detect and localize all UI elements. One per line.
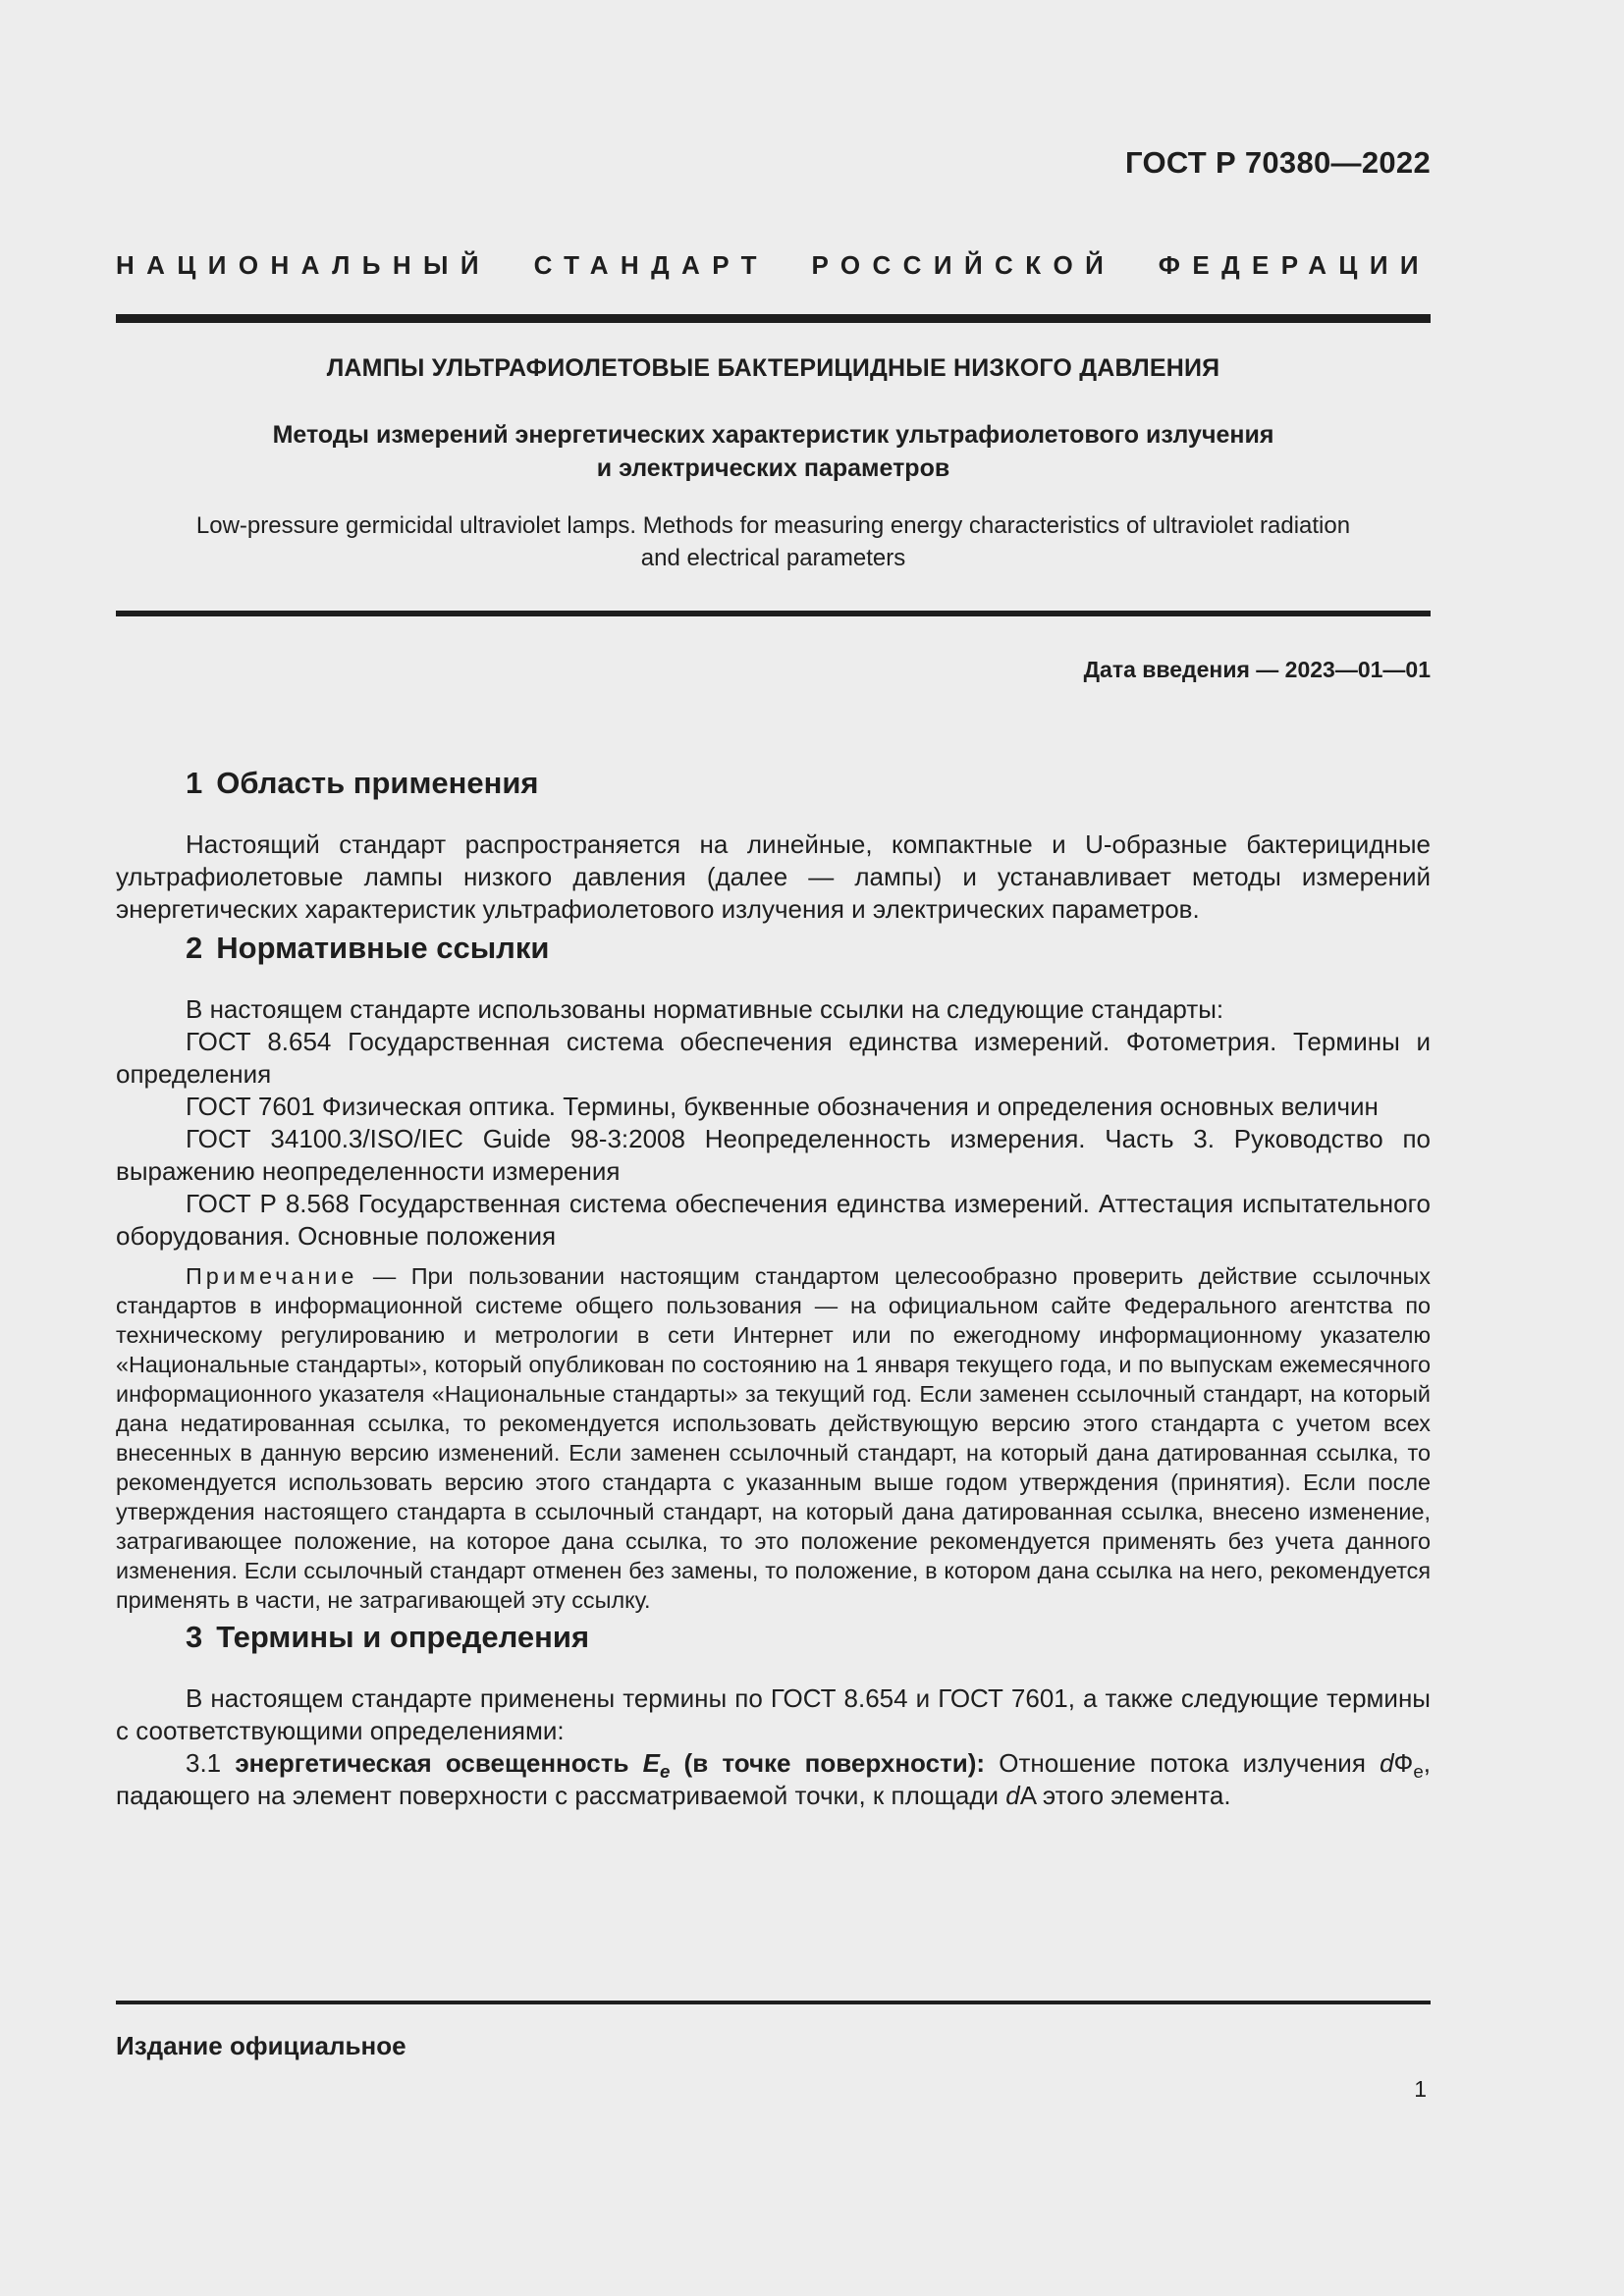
english-title-line-2: and electrical parameters	[640, 545, 906, 571]
normative-reference: ГОСТ Р 8.568 Государственная система обеспечения единства измерений. Аттестация испытательного оборудования. Основные положения	[116, 1189, 1431, 1251]
section-3-intro: В настоящем стандарте применены термины по ГОСТ 8.654 и ГОСТ 7601, а также следующие термины с соответствующими определениями:	[116, 1683, 1431, 1745]
section-1-number: 1	[186, 766, 203, 800]
top-rule	[116, 314, 1431, 323]
section-2-number: 2	[186, 931, 203, 965]
footer-rule	[116, 2001, 1431, 2004]
page-number: 1	[1414, 2076, 1427, 2102]
document-id: ГОСТ Р 70380—2022	[1125, 145, 1431, 180]
term-definition: Отношение потока излучения $dФ_е$, падающего на элемент поверхности с рассматриваемой точки, к площади dA этого элемента.	[116, 1748, 1431, 1810]
subtitle-line-2: и электрических параметров	[596, 454, 950, 482]
term-qualifier: (в точке поверхности):	[683, 1748, 986, 1778]
term-number: 3.1	[186, 1748, 222, 1778]
section-2-heading	[116, 926, 1431, 971]
section-2-title: Нормативные ссылки	[216, 931, 550, 965]
normative-reference: ГОСТ 7601 Физическая оптика. Термины, буквенные обозначения и определения основных величин	[186, 1092, 1379, 1121]
section-1-paragraph: Настоящий стандарт распространяется на линейные, компактные и U-образные бактерицидные ультрафиолетовые лампы низкого давления (далее — лампы) и устанавливает методы измерений энергетических характеристик ультрафиолетового излучения и электрических параметров.	[116, 829, 1431, 924]
normative-reference: ГОСТ 34100.3/ISO/IEC Guide 98-3:2008 Неопределенность измерения. Часть 3. Руководство по выражению неопределенности измерения	[116, 1124, 1431, 1186]
national-standard-header: НАЦИОНАЛЬНЫЙ СТАНДАРТ РОССИЙСКОЙ ФЕДЕРАЦИИ	[116, 250, 1431, 280]
term-3-1	[116, 1747, 1431, 1812]
section-2-note	[116, 1261, 1431, 1615]
section-1-heading	[116, 761, 1431, 806]
document-subtitle	[116, 418, 1431, 485]
term-symbol: $E_e$	[642, 1748, 671, 1783]
section-3-number: 3	[186, 1620, 203, 1654]
english-title-line-1: Low-pressure germicidal ultraviolet lamps. Methods for measuring energy characteristics of ultraviolet radiation	[195, 512, 1351, 539]
document-body	[116, 761, 1431, 1812]
section-3-heading	[116, 1615, 1431, 1660]
normative-reference: ГОСТ 8.654 Государственная система обеспечения единства измерений. Фотометрия. Термины и определения	[116, 1027, 1431, 1089]
subtitle-line-1: Методы измерений энергетических характеристик ультрафиолетового излучения	[272, 421, 1274, 449]
introduction-date: Дата введения — 2023—01—01	[1083, 657, 1431, 682]
section-3-title: Термины и определения	[216, 1620, 590, 1654]
document-title: ЛАМПЫ УЛЬТРАФИОЛЕТОВЫЕ БАКТЕРИЦИДНЫЕ НИЗКОГО ДАВЛЕНИЯ	[326, 354, 1220, 382]
note-label: Примечание	[186, 1263, 358, 1289]
note-text: — При пользовании настоящим стандартом целесообразно проверить действие ссылочных стандартов в информационной системе общего пользования — на официальном сайте Федерального агентства по техническому регулированию и метрологии в сети Интернет или по ежегодному информационному указателю «Национальные стандарты», который опубликован по состоянию на 1 января текущего года, и по выпускам ежемесячного информационного указателя «Национальные стандарты» за текущий год. Если заменен ссылочный стандарт, на который дана недатированная ссылка, то рекомендуется использовать действующую версию этого стандарта с учетом всех внесенных в данную версию изменений. Если заменен ссылочный стандарт, на который дана датированная ссылка, то рекомендуется использовать версию этого стандарта с указанным выше годом утверждения (принятия). Если после утверждения настоящего стандарта в ссылочный стандарт, на который дана датированная ссылка, внесено изменение, затрагивающее положение, на которое дана ссылка, то это положение рекомендуется применять без учета данного изменения. Если ссылочный стандарт отменен без замены, то положение, в котором дана ссылка на него, рекомендуется применять в части, не затрагивающей эту ссылку.	[116, 1263, 1431, 1613]
title-bottom-rule	[116, 611, 1431, 616]
section-1-title: Область применения	[216, 766, 539, 800]
section-2-intro: В настоящем стандарте использованы нормативные ссылки на следующие стандарты:	[186, 994, 1224, 1024]
english-title	[116, 509, 1431, 574]
term-name: энергетическая освещенность	[235, 1748, 629, 1778]
official-edition-label: Издание официальное	[116, 2031, 406, 2060]
